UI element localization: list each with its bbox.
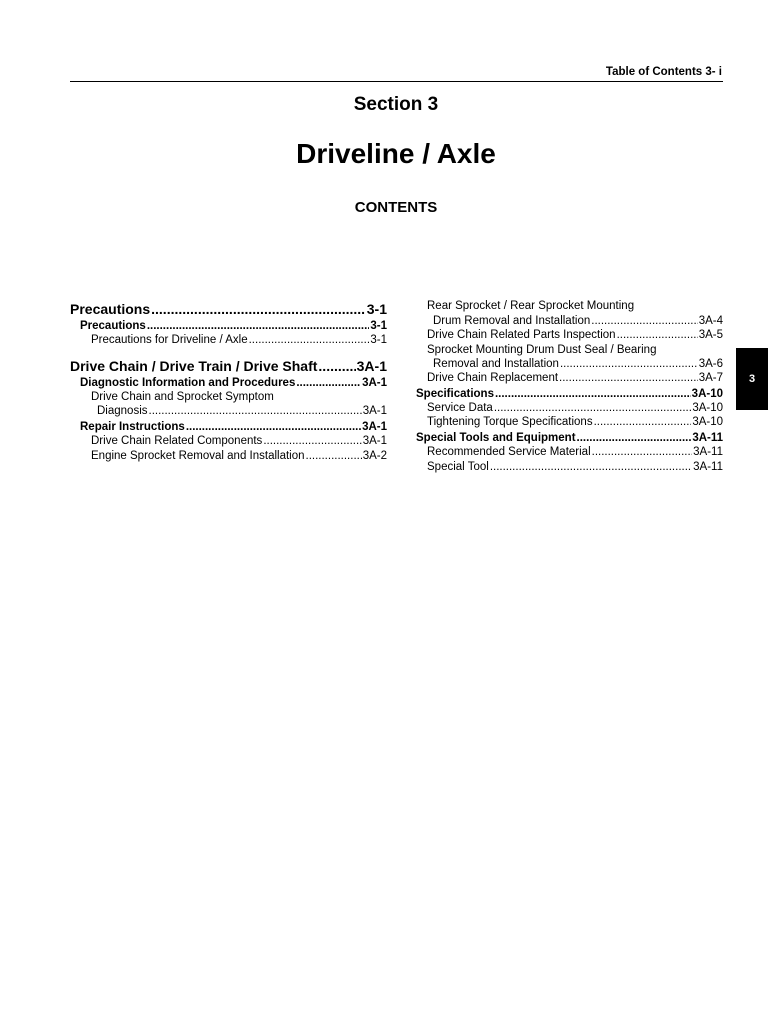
toc-entry-page: 3A-1 <box>362 405 387 417</box>
toc-entry-dust-seal-removal[interactable] <box>433 358 723 371</box>
section-tab-label: 3 <box>748 373 756 385</box>
toc-entry-title: Drive Chain Related Components <box>91 435 263 447</box>
toc-entry-rear-sprocket-drum[interactable] <box>433 315 723 328</box>
toc-entry-page: 3-1 <box>370 334 387 346</box>
toc-leader <box>186 421 361 434</box>
toc-entry-dust-seal-line1[interactable]: Sprocket Mounting Drum Dust Seal / Bearing <box>427 344 657 356</box>
toc-entry-title: Specifications <box>416 388 494 400</box>
toc-entry-title: Special Tool <box>427 461 489 473</box>
toc-entry-title: Recommended Service Material <box>427 446 591 458</box>
toc-leader <box>147 320 370 333</box>
toc-entry-title: Precautions <box>80 320 146 332</box>
toc-entry-parts-inspection[interactable] <box>427 329 723 342</box>
toc-entry-engine-sprocket[interactable] <box>91 450 387 463</box>
toc-leader <box>591 315 697 328</box>
toc-entry-symptom-line1[interactable]: Drive Chain and Sprocket Symptom <box>91 391 274 403</box>
toc-entry-torque-specs[interactable] <box>427 416 723 429</box>
toc-entry-page: 3A-10 <box>692 416 723 428</box>
toc-entry-precautions-sub[interactable] <box>80 320 387 333</box>
toc-leader <box>617 329 698 342</box>
toc-entry-title: Engine Sprocket Removal and Installation <box>91 450 305 462</box>
toc-leader <box>495 388 691 401</box>
toc-entry-special-tool[interactable] <box>427 461 723 474</box>
document-title: Driveline / Axle <box>296 138 496 169</box>
toc-entry-title: Drive Chain Replacement <box>427 372 559 384</box>
toc-entry-page: 3A-11 <box>693 461 723 473</box>
toc-entry-title: Repair Instructions <box>80 421 185 433</box>
toc-entry-page: 3A-5 <box>698 329 723 341</box>
toc-entry-title: Drum Removal and Installation <box>433 315 591 327</box>
toc-leader <box>577 432 692 445</box>
toc-entry-page: 3A-10 <box>692 402 723 414</box>
toc-leader <box>490 461 692 474</box>
toc-entry-page: 3A-2 <box>362 450 387 462</box>
toc-entry-drive-chain[interactable] <box>70 358 387 374</box>
toc-entry-repair-instructions[interactable] <box>80 421 387 434</box>
toc-leader <box>318 358 355 374</box>
toc-entry-title: Special Tools and Equipment <box>416 432 576 444</box>
toc-entry-specifications[interactable] <box>416 388 723 401</box>
toc-leader <box>296 377 361 390</box>
toc-entry-diagnostic[interactable] <box>80 377 387 390</box>
toc-entry-title: Diagnostic Information and Procedures <box>80 377 296 389</box>
toc-entry-page: 3A-10 <box>691 388 723 400</box>
toc-leader <box>559 372 698 385</box>
toc-entry-page: 3-1 <box>366 301 387 317</box>
toc-entry-title: Removal and Installation <box>433 358 559 370</box>
toc-entry-page: 3-1 <box>370 320 387 332</box>
toc-leader <box>149 405 362 418</box>
toc-leader <box>263 435 361 448</box>
toc-entry-title: Service Data <box>427 402 493 414</box>
toc-entry-title: Precautions <box>70 301 151 317</box>
toc-leader <box>594 416 692 429</box>
toc-entry-title: Drive Chain Related Parts Inspection <box>427 329 616 341</box>
toc-entry-page: 3A-6 <box>698 358 723 370</box>
toc-entry-page: 3A-1 <box>362 377 387 389</box>
toc-entry-title: Diagnosis <box>97 405 148 417</box>
toc-entry-chain-replacement[interactable] <box>427 372 723 385</box>
header-label: Table of Contents 3- i <box>605 66 722 78</box>
toc-entry-service-data[interactable] <box>427 402 723 415</box>
toc-entry-page: 3A-11 <box>693 446 723 458</box>
toc-entry-rear-sprocket-line1[interactable]: Rear Sprocket / Rear Sprocket Mounting <box>427 300 635 312</box>
header-rule <box>70 81 723 82</box>
section-number: Section 3 <box>353 94 439 115</box>
toc-leader <box>151 301 366 317</box>
toc-leader <box>494 402 691 415</box>
section-tab[interactable] <box>736 348 768 410</box>
toc-entry-page: 3A-7 <box>698 372 723 384</box>
toc-entry-page: 3A-4 <box>698 315 723 327</box>
toc-entry-precautions[interactable] <box>70 301 387 317</box>
toc-entry-precautions-driveline[interactable] <box>91 334 387 347</box>
toc-entry-title: Precautions for Driveline / Axle <box>91 334 248 346</box>
toc-entry-title: Drive Chain / Drive Train / Drive Shaft <box>70 358 318 374</box>
toc-entry-service-material[interactable] <box>427 446 723 459</box>
toc-entry-page: 3A-1 <box>362 435 387 447</box>
toc-entry-page: 3A-1 <box>356 358 387 374</box>
toc-entry-special-tools[interactable] <box>416 432 723 445</box>
toc-entry-symptom-diagnosis[interactable] <box>97 405 387 418</box>
toc-entry-title: Tightening Torque Specifications <box>427 416 593 428</box>
contents-heading: CONTENTS <box>354 199 438 216</box>
toc-entry-page: 3A-1 <box>362 421 387 433</box>
toc-entry-page: 3A-11 <box>692 432 723 444</box>
toc-leader <box>306 450 362 463</box>
toc-entry-chain-components[interactable] <box>91 435 387 448</box>
toc-leader <box>592 446 693 459</box>
toc-leader <box>560 358 698 371</box>
toc-leader <box>249 334 370 347</box>
